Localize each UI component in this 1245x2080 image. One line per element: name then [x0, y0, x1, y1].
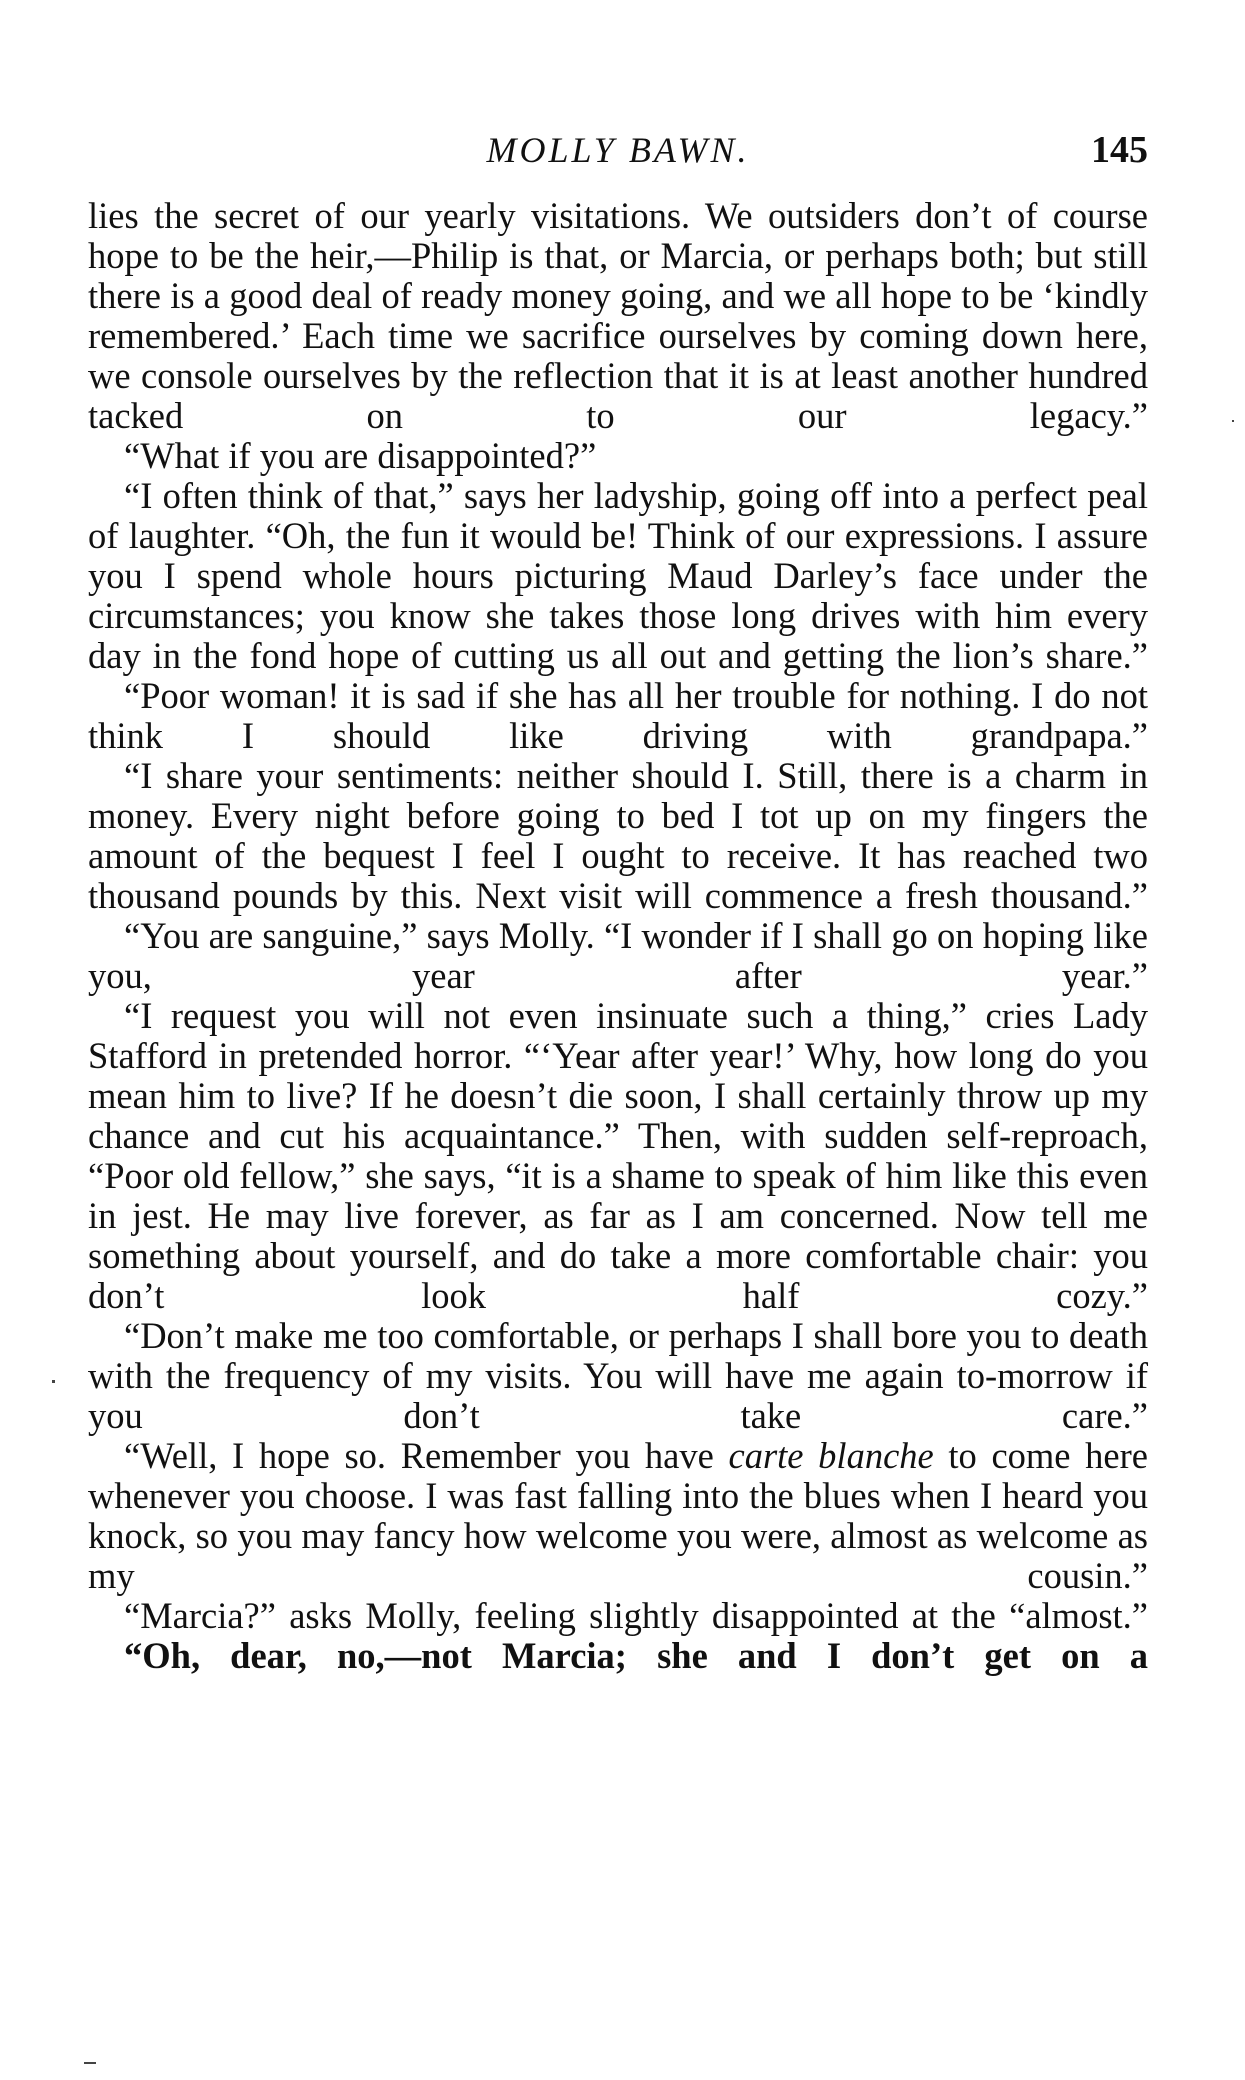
- paragraph-dialogue: “Marcia?” asks Molly, feeling slightly disappointed at the “almost.”: [124, 1595, 1148, 1636]
- scan-speck: [84, 2062, 96, 2064]
- paragraph-dialogue: “Don’t make me too comfortable, or perhaps I shall bore you to death with the frequency of my visits. You will have me again to-morrow if you don’t take care.”: [88, 1315, 1148, 1436]
- scan-speck: [52, 1380, 55, 1383]
- running-title: MOLLY BAWN.: [486, 130, 750, 170]
- paragraph-dialogue: “You are sanguine,” says Molly. “I wonder if I shall go on hoping like you, year after year.”: [88, 915, 1148, 996]
- italic-phrase: carte blanche: [728, 1435, 934, 1476]
- paragraph-text-before: “Well, I hope so. Remember you have: [124, 1435, 729, 1476]
- paragraph-continued: lies the secret of our yearly visitations. We outsiders don’t of course hope to be the heir,—Philip is that, or Marcia, or perhaps both; but still there is a good deal of ready money going, and we all hope to be ‘kindly remembered.’ Each time we sacrifice ourselves by coming down here, we console ourselves by the reflection that it is at least another hundred tacked on to our legacy.”: [88, 195, 1148, 436]
- paragraph-dialogue-continues: “Oh, dear, no,—not Marcia; she and I don’t get on a: [124, 1635, 1148, 1676]
- paragraph-dialogue: [88, 1436, 1148, 1596]
- paragraph-dialogue: “I often think of that,” says her ladyship, going off into a perfect peal of laughter. “Oh, the fun it would be! Think of our expressions. I assure you I spend whole hours picturing Maud Darley’s face under the circumstances; you know she takes those long drives with him every day in the fond hope of cutting us all out and getting the lion’s share.”: [88, 475, 1148, 676]
- scan-speck: [1232, 420, 1234, 422]
- paragraph-dialogue: “I request you will not even insinuate such a thing,” cries Lady Stafford in pretended horror. “‘Year after year!’ Why, how long do you mean him to live? If he doesn’t die soon, I shall certainly throw up my chance and cut his acquaintance.” Then, with sudden self-reproach, “Poor old fellow,” she says, “it is a shame to speak of him like this even in jest. He may live forever, as far as I am concerned. Now tell me something about yourself, and do take a more comfortable chair: you don’t look half cozy.”: [88, 995, 1148, 1316]
- page-number: 145: [1091, 129, 1148, 171]
- running-head: [88, 120, 1148, 180]
- paragraph-dialogue: “What if you are disappointed?”: [124, 435, 597, 476]
- body-text: [88, 196, 1148, 1676]
- paragraph-dialogue: “Poor woman! it is sad if she has all her trouble for nothing. I do not think I should like driving with grandpapa.”: [88, 675, 1148, 756]
- paragraph-dialogue: “I share your sentiments: neither should I. Still, there is a charm in money. Every night before going to bed I tot up on my fingers the amount of the bequest I feel I ought to receive. It has reached two thousand pounds by this. Next visit will commence a fresh thousand.”: [88, 755, 1148, 916]
- paragraph-text-after: to come here whenever you choose. I was fast falling into the blues when I heard you knock, so you may fancy how welcome you were, almost as welcome as my cousin.”: [88, 1435, 1148, 1596]
